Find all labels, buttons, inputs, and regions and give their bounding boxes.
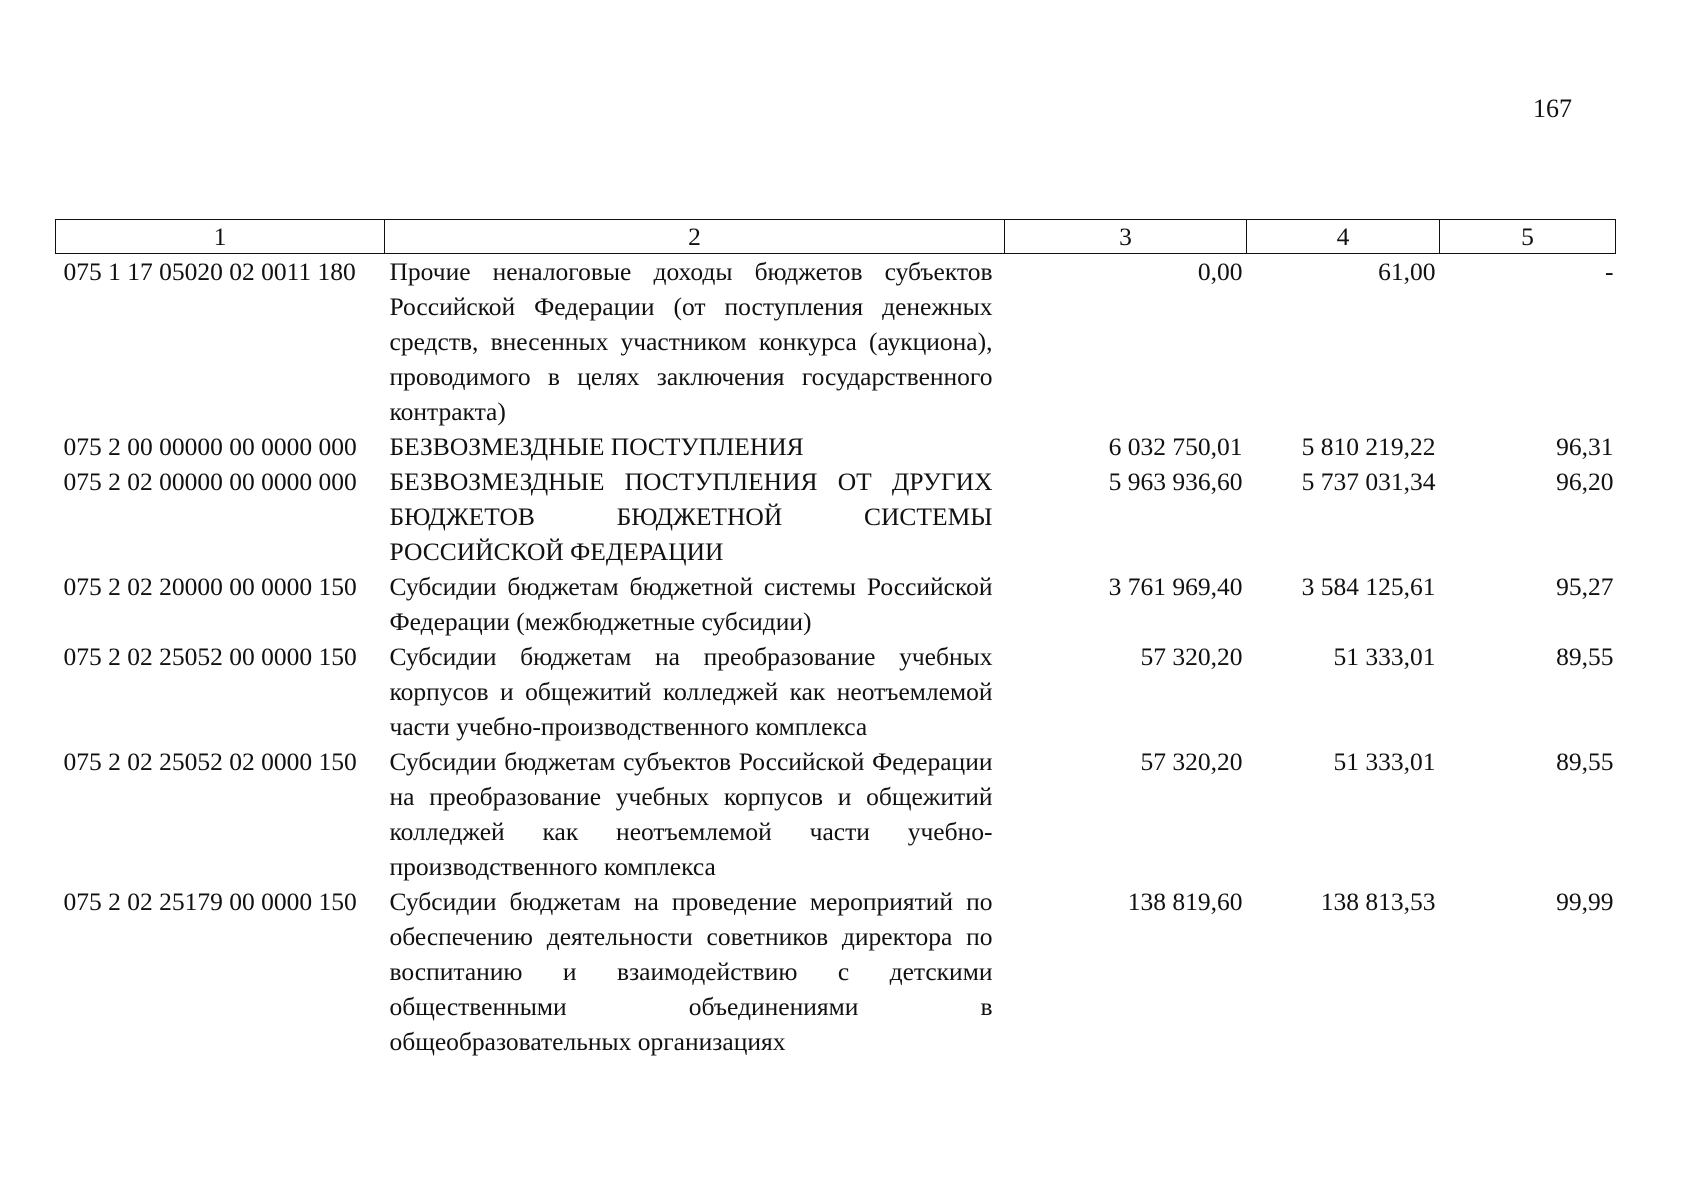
table-row [56,884,1616,1059]
header-col-5: 5 [1440,220,1616,254]
header-col-2: 2 [385,220,1005,254]
row-col3: 6 032 750,01 [1108,432,1243,461]
row-col4: 138 813,53 [1320,887,1436,916]
row-name: Субсидии бюджетам на преобразование учебных корпусов и общежитий колледжей как неотъемлемой части учебно-производственного комплекса [389,642,993,741]
budget-table [55,219,1616,1059]
row-col3: 138 819,60 [1127,887,1243,916]
header-col-1: 1 [56,220,385,254]
row-code: 075 2 02 25179 00 0000 150 [63,887,357,916]
row-col5: 96,31 [1556,432,1614,461]
row-col5: 99,99 [1556,887,1614,916]
row-col5: 89,55 [1556,642,1614,671]
row-col4: 51 333,01 [1333,642,1436,671]
row-col4: 51 333,01 [1333,747,1436,776]
table-row [56,464,1616,569]
row-name: Субсидии бюджетам субъектов Российской Федерации на преобразование учебных корпусов и общежитий колледжей как неотъемлемой части учебно-производственного комплекса [389,747,993,881]
header-row [56,220,1616,254]
table-row [56,429,1616,464]
row-col4: 61,00 [1378,257,1436,286]
row-code: 075 2 00 00000 00 0000 000 [63,432,357,461]
row-code: 075 2 02 20000 00 0000 150 [63,572,357,601]
header-col-3: 3 [1005,220,1247,254]
row-code: 075 2 02 00000 00 0000 000 [63,467,357,496]
table-row [56,254,1616,430]
row-name: Субсидии бюджетам бюджетной системы Российской Федерации (межбюджетные субсидии) [389,572,993,636]
row-code: 075 2 02 25052 02 0000 150 [63,747,357,776]
row-col3: 57 320,20 [1140,747,1243,776]
table-row [56,569,1616,639]
row-col5: 95,27 [1556,572,1614,601]
row-col5: 89,55 [1556,747,1614,776]
row-col3: 57 320,20 [1140,642,1243,671]
row-col4: 3 584 125,61 [1301,572,1436,601]
row-code: 075 2 02 25052 00 0000 150 [63,642,357,671]
row-col3: 5 963 936,60 [1108,467,1243,496]
row-col3: 3 761 969,40 [1108,572,1243,601]
table-body [56,254,1616,1060]
row-col4: 5 810 219,22 [1301,432,1436,461]
table-row [56,639,1616,744]
table-header [56,220,1616,254]
row-col5: 96,20 [1556,467,1614,496]
row-name: Прочие неналоговые доходы бюджетов субъектов Российской Федерации (от поступления денежных средств, внесенных участником конкурса (аукциона), проводимого в целях заключения государственного контракта) [389,257,993,426]
row-col4: 5 737 031,34 [1301,467,1436,496]
table-row [56,744,1616,884]
row-code: 075 1 17 05020 02 0011 180 [63,257,356,286]
row-col3: 0,00 [1197,257,1243,286]
row-name: БЕЗВОЗМЕЗДНЫЕ ПОСТУПЛЕНИЯ [389,432,804,461]
row-col5: - [1605,257,1614,286]
page-number: 167 [1533,94,1572,123]
row-name: Субсидии бюджетам на проведение мероприятий по обеспечению деятельности советников директора по воспитанию и взаимодействию с детскими общественными объединениями в общеобразовательных организациях [389,887,993,1056]
row-name: БЕЗВОЗМЕЗДНЫЕ ПОСТУПЛЕНИЯ ОТ ДРУГИХ БЮДЖЕТОВ БЮДЖЕТНОЙ СИСТЕМЫ РОССИЙСКОЙ ФЕДЕРАЦИИ [389,467,993,566]
header-col-4: 4 [1247,220,1440,254]
